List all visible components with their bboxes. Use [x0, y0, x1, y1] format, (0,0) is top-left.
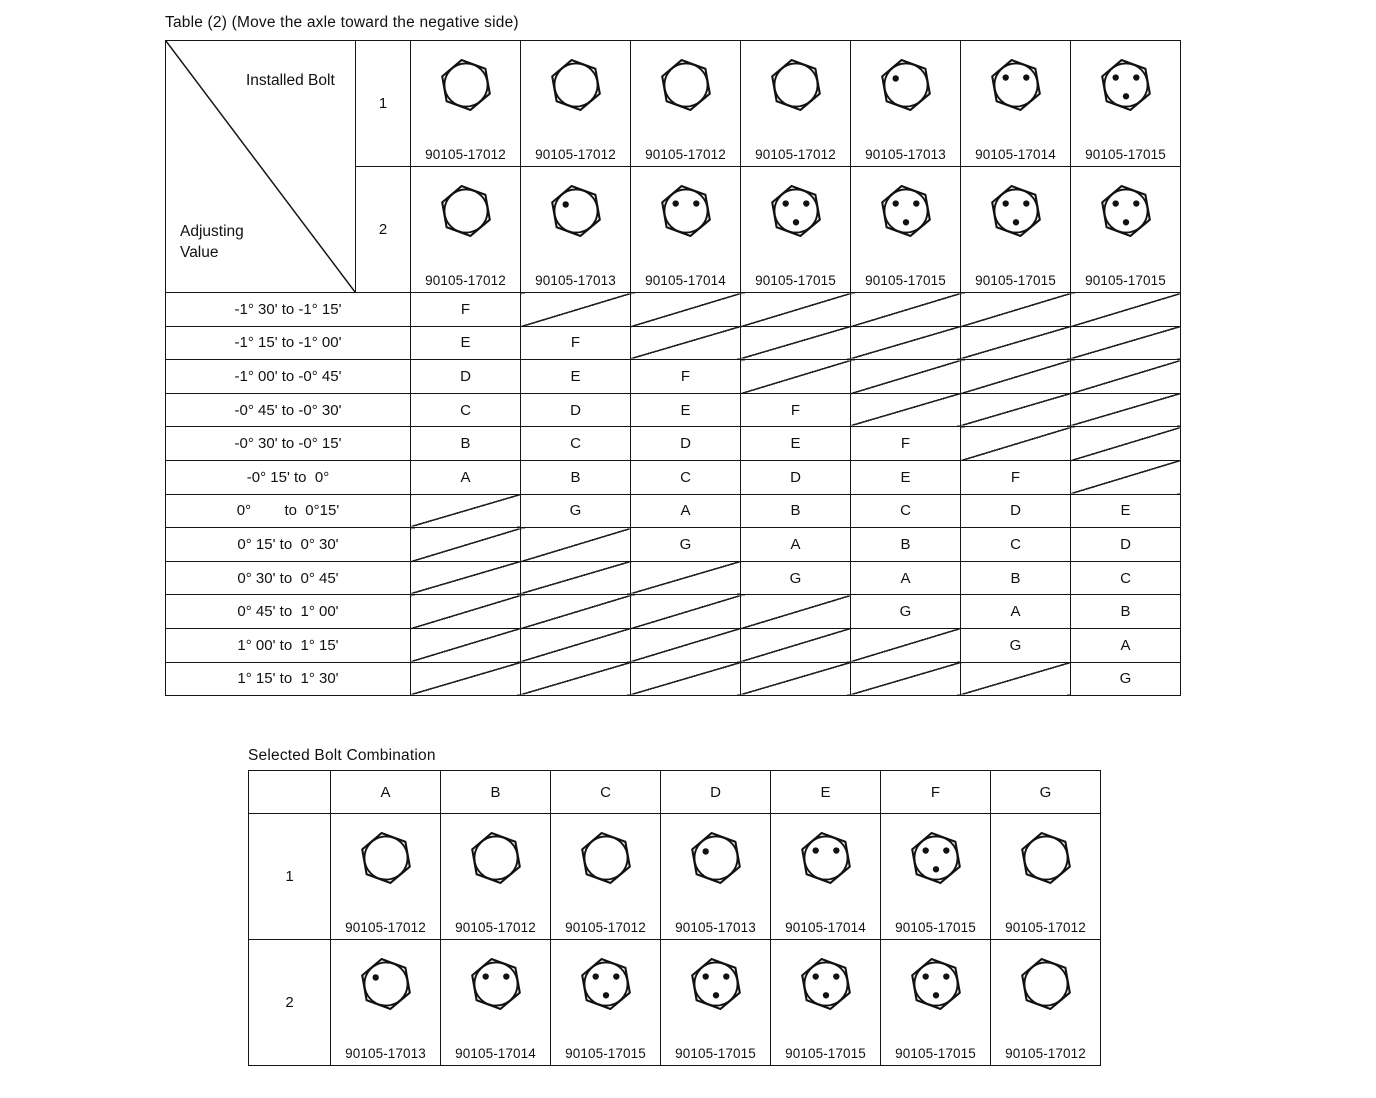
- part-number: 90105-17012: [1005, 1046, 1086, 1061]
- bolt-icon: [906, 828, 966, 888]
- adjusting-value-label: Adjusting Value: [180, 223, 244, 262]
- bolt-dot: [1122, 219, 1128, 225]
- combo-letter-cell: D: [411, 360, 521, 394]
- bolt-dot: [892, 200, 898, 206]
- adjust-row: [166, 528, 1181, 562]
- blocked-cell: [631, 595, 741, 629]
- bolt-cell: [1071, 41, 1181, 167]
- bolt-cell: [521, 41, 631, 167]
- combo-letter-cell: C: [1071, 561, 1181, 595]
- blocked-cell: [411, 662, 521, 696]
- selected-bolt-table: [248, 770, 1101, 1066]
- adjust-row: [166, 494, 1181, 528]
- selected-bolt-row: [249, 940, 1101, 1066]
- bolt-dot: [792, 219, 798, 225]
- blocked-cell: [851, 393, 961, 427]
- blocked-cell: [1071, 360, 1181, 394]
- combo-letter-cell: C: [631, 460, 741, 494]
- bolt-cell: [331, 814, 441, 940]
- bolt-dot: [602, 992, 608, 998]
- adjust-row: [166, 561, 1181, 595]
- combo-letter-cell: E: [741, 427, 851, 461]
- adjust-range-label: -1° 30' to -1° 15': [166, 293, 411, 327]
- bolt-cell: [771, 940, 881, 1066]
- blocked-cell: [631, 293, 741, 327]
- combo-letter-cell: E: [1071, 494, 1181, 528]
- adjust-row: [166, 460, 1181, 494]
- selected-bolt-row: [249, 814, 1101, 940]
- combo-column-header: F: [881, 771, 991, 814]
- bolt-row-number: 2: [249, 940, 331, 1066]
- blocked-cell: [521, 561, 631, 595]
- bolt-dot: [482, 973, 488, 979]
- bolt-dot: [1133, 74, 1139, 80]
- blocked-cell: [521, 628, 631, 662]
- combo-column-header: G: [991, 771, 1101, 814]
- part-number: 90105-17013: [345, 1046, 426, 1061]
- combo-letter-cell: G: [851, 595, 961, 629]
- bolt-cell: [851, 41, 961, 167]
- combo-letter-cell: G: [521, 494, 631, 528]
- blocked-cell: [961, 293, 1071, 327]
- bolt-dot: [1112, 200, 1118, 206]
- bolt-dot: [902, 219, 908, 225]
- combo-letter-cell: G: [741, 561, 851, 595]
- bolt-icon: [906, 954, 966, 1014]
- blocked-cell: [741, 628, 851, 662]
- bolt-cell: [1071, 167, 1181, 293]
- bolt-icon: [466, 954, 526, 1014]
- bolt-icon: [986, 55, 1046, 115]
- part-number: 90105-17012: [425, 273, 506, 288]
- bolt-cell: [991, 814, 1101, 940]
- bolt-dot: [812, 847, 818, 853]
- bolt-dot: [1112, 74, 1118, 80]
- part-number: 90105-17012: [455, 920, 536, 935]
- part-number: 90105-17012: [1005, 920, 1086, 935]
- bolt-dot: [922, 973, 928, 979]
- bolt-icon: [466, 828, 526, 888]
- combo-letter-cell: B: [851, 528, 961, 562]
- bolt-row-number: 2: [356, 167, 411, 293]
- combo-letter-cell: B: [411, 427, 521, 461]
- bolt-dot: [833, 973, 839, 979]
- part-number: 90105-17015: [565, 1046, 646, 1061]
- combo-letter-cell: G: [1071, 662, 1181, 696]
- part-number: 90105-17014: [785, 920, 866, 935]
- blocked-cell: [741, 293, 851, 327]
- part-number: 90105-17015: [865, 273, 946, 288]
- bolt-dot: [613, 973, 619, 979]
- blocked-cell: [411, 528, 521, 562]
- part-number: 90105-17014: [975, 147, 1056, 162]
- combo-letter-cell: E: [521, 360, 631, 394]
- bolt-cell: [961, 41, 1071, 167]
- combo-letter-cell: E: [631, 393, 741, 427]
- part-number: 90105-17015: [1085, 273, 1166, 288]
- combo-letter-cell: C: [961, 528, 1071, 562]
- part-number: 90105-17012: [755, 147, 836, 162]
- bolt-dot: [672, 200, 678, 206]
- table2-title: Table (2) (Move the axle toward the negative side): [165, 14, 519, 31]
- bolt-icon: [1016, 828, 1076, 888]
- bolt-dot: [503, 973, 509, 979]
- bolt-cell: [851, 167, 961, 293]
- combo-letter-cell: F: [411, 293, 521, 327]
- adjust-range-label: 0° 15' to 0° 30': [166, 528, 411, 562]
- part-number: 90105-17012: [645, 147, 726, 162]
- blocked-cell: [851, 662, 961, 696]
- combo-letter-cell: A: [631, 494, 741, 528]
- combo-letter-cell: B: [521, 460, 631, 494]
- bolt-cell: [741, 167, 851, 293]
- bolt-icon: [656, 55, 716, 115]
- bolt-icon: [356, 954, 416, 1014]
- bolt-cell: [771, 814, 881, 940]
- bolt-dot: [932, 866, 938, 872]
- blocked-cell: [851, 360, 961, 394]
- adjust-range-label: -0° 30' to -0° 15': [166, 427, 411, 461]
- combo-letter-cell: E: [411, 326, 521, 360]
- selected-combination-title: Selected Bolt Combination: [248, 747, 436, 764]
- part-number: 90105-17013: [865, 147, 946, 162]
- combo-letter-cell: F: [741, 393, 851, 427]
- adjust-range-label: 1° 15' to 1° 30': [166, 662, 411, 696]
- bolt-dot: [1023, 74, 1029, 80]
- blocked-cell: [961, 326, 1071, 360]
- part-number: 90105-17015: [895, 1046, 976, 1061]
- combo-letter-cell: D: [631, 427, 741, 461]
- blocked-cell: [851, 628, 961, 662]
- combo-letter-cell: F: [961, 460, 1071, 494]
- adjust-range-label: 0° to 0°15': [166, 494, 411, 528]
- bolt-icon: [436, 181, 496, 241]
- bolt-icon: [546, 55, 606, 115]
- combo-column-header: A: [331, 771, 441, 814]
- blocked-cell: [631, 628, 741, 662]
- adjust-row: [166, 628, 1181, 662]
- bolt-cell: [741, 41, 851, 167]
- blocked-cell: [741, 360, 851, 394]
- adjust-row: [166, 360, 1181, 394]
- bolt-row-number: 1: [356, 41, 411, 167]
- part-number: 90105-17015: [675, 1046, 756, 1061]
- adjust-row: [166, 595, 1181, 629]
- adjust-range-label: 0° 45' to 1° 00': [166, 595, 411, 629]
- blocked-cell: [631, 662, 741, 696]
- combo-letter-cell: A: [961, 595, 1071, 629]
- bolt-icon: [686, 828, 746, 888]
- blocked-cell: [1071, 293, 1181, 327]
- bolt-icon: [796, 828, 856, 888]
- bolt-dot: [712, 992, 718, 998]
- combo-letter-cell: G: [961, 628, 1071, 662]
- blocked-cell: [411, 494, 521, 528]
- part-number: 90105-17014: [645, 273, 726, 288]
- adjust-row: [166, 662, 1181, 696]
- bolt-dot: [782, 200, 788, 206]
- blank-corner-cell: [249, 771, 331, 814]
- combo-column-header: C: [551, 771, 661, 814]
- bolt-cell: [441, 940, 551, 1066]
- bolt-icon: [546, 181, 606, 241]
- bolt-cell: [631, 41, 741, 167]
- blocked-cell: [741, 662, 851, 696]
- bolt-dot: [812, 973, 818, 979]
- bolt-icon: [656, 181, 716, 241]
- bolt-icon: [876, 55, 936, 115]
- adjust-row: [166, 393, 1181, 427]
- bolt-icon: [1016, 954, 1076, 1014]
- blocked-cell: [851, 293, 961, 327]
- blocked-cell: [961, 393, 1071, 427]
- combo-letter-cell: D: [521, 393, 631, 427]
- combo-letter-cell: F: [631, 360, 741, 394]
- blocked-cell: [1071, 326, 1181, 360]
- bolt-dot: [913, 200, 919, 206]
- combo-letter-cell: C: [411, 393, 521, 427]
- part-number: 90105-17012: [535, 147, 616, 162]
- bolt-icon: [766, 181, 826, 241]
- bolt-dot: [943, 973, 949, 979]
- part-number: 90105-17015: [895, 920, 976, 935]
- bolt-dot: [592, 973, 598, 979]
- bolt-cell: [551, 814, 661, 940]
- combo-column-header: D: [661, 771, 771, 814]
- selected-header-row: [249, 771, 1101, 814]
- bolt-icon: [436, 55, 496, 115]
- bolt-icon: [356, 828, 416, 888]
- bolt-icon: [686, 954, 746, 1014]
- adjust-range-label: -0° 15' to 0°: [166, 460, 411, 494]
- bolt-dot: [702, 848, 708, 854]
- blocked-cell: [521, 528, 631, 562]
- adjust-range-label: -1° 00' to -0° 45': [166, 360, 411, 394]
- bolt-dot: [803, 200, 809, 206]
- bolt-cell: [521, 167, 631, 293]
- installed-bolt-row: [166, 41, 1181, 167]
- combo-letter-cell: G: [631, 528, 741, 562]
- bolt-cell: [991, 940, 1101, 1066]
- bolt-dot: [943, 847, 949, 853]
- bolt-icon: [766, 55, 826, 115]
- combo-letter-cell: B: [741, 494, 851, 528]
- bolt-cell: [881, 940, 991, 1066]
- part-number: 90105-17012: [565, 920, 646, 935]
- bolt-cell: [881, 814, 991, 940]
- bolt-dot: [922, 847, 928, 853]
- bolt-dot: [562, 201, 568, 207]
- adjust-range-label: 1° 00' to 1° 15': [166, 628, 411, 662]
- bolt-dot: [693, 200, 699, 206]
- blocked-cell: [631, 561, 741, 595]
- part-number: 90105-17014: [455, 1046, 536, 1061]
- combo-letter-cell: D: [961, 494, 1071, 528]
- bolt-dot: [822, 992, 828, 998]
- bolt-dot: [932, 992, 938, 998]
- blocked-cell: [1071, 427, 1181, 461]
- blocked-cell: [961, 360, 1071, 394]
- blocked-cell: [521, 595, 631, 629]
- bolt-cell: [661, 814, 771, 940]
- bolt-dot: [1002, 74, 1008, 80]
- bolt-row-number: 1: [249, 814, 331, 940]
- combo-letter-cell: B: [961, 561, 1071, 595]
- bolt-icon: [1096, 181, 1156, 241]
- part-number: 90105-17015: [785, 1046, 866, 1061]
- combo-letter-cell: C: [851, 494, 961, 528]
- combo-letter-cell: A: [851, 561, 961, 595]
- part-number: 90105-17013: [675, 920, 756, 935]
- combo-letter-cell: A: [411, 460, 521, 494]
- blocked-cell: [1071, 460, 1181, 494]
- combo-letter-cell: F: [521, 326, 631, 360]
- bolt-dot: [1023, 200, 1029, 206]
- combo-letter-cell: C: [521, 427, 631, 461]
- part-number: 90105-17013: [535, 273, 616, 288]
- adjust-range-label: -1° 15' to -1° 00': [166, 326, 411, 360]
- bolt-dot: [1012, 219, 1018, 225]
- bolt-cell: [661, 940, 771, 1066]
- bolt-icon: [876, 181, 936, 241]
- adjust-range-label: 0° 30' to 0° 45': [166, 561, 411, 595]
- bolt-icon: [576, 954, 636, 1014]
- adjusting-value-table: [165, 40, 1181, 696]
- adjust-row: [166, 427, 1181, 461]
- bolt-icon: [796, 954, 856, 1014]
- bolt-dot: [1133, 200, 1139, 206]
- part-number: 90105-17012: [425, 147, 506, 162]
- bolt-cell: [631, 167, 741, 293]
- bolt-icon: [1096, 55, 1156, 115]
- bolt-dot: [833, 847, 839, 853]
- bolt-cell: [551, 940, 661, 1066]
- bolt-cell: [411, 41, 521, 167]
- bolt-dot: [892, 75, 898, 81]
- corner-cell: [166, 41, 356, 293]
- part-number: 90105-17015: [755, 273, 836, 288]
- blocked-cell: [741, 326, 851, 360]
- blocked-cell: [411, 561, 521, 595]
- combo-column-header: B: [441, 771, 551, 814]
- blocked-cell: [1071, 393, 1181, 427]
- bolt-cell: [441, 814, 551, 940]
- bolt-dot: [702, 973, 708, 979]
- adjust-range-label: -0° 45' to -0° 30': [166, 393, 411, 427]
- bolt-cell: [411, 167, 521, 293]
- blocked-cell: [521, 662, 631, 696]
- blocked-cell: [411, 595, 521, 629]
- combo-letter-cell: D: [741, 460, 851, 494]
- combo-letter-cell: F: [851, 427, 961, 461]
- combo-letter-cell: A: [1071, 628, 1181, 662]
- bolt-icon: [986, 181, 1046, 241]
- blocked-cell: [741, 595, 851, 629]
- combo-column-header: E: [771, 771, 881, 814]
- blocked-cell: [521, 293, 631, 327]
- part-number: 90105-17015: [975, 273, 1056, 288]
- part-number: 90105-17015: [1085, 147, 1166, 162]
- blocked-cell: [961, 427, 1071, 461]
- bolt-dot: [1002, 200, 1008, 206]
- bolt-dot: [723, 973, 729, 979]
- adjust-row: [166, 293, 1181, 327]
- bolt-icon: [576, 828, 636, 888]
- bolt-cell: [961, 167, 1071, 293]
- part-number: 90105-17012: [345, 920, 426, 935]
- combo-letter-cell: E: [851, 460, 961, 494]
- combo-letter-cell: A: [741, 528, 851, 562]
- bolt-dot: [372, 974, 378, 980]
- bolt-cell: [331, 940, 441, 1066]
- blocked-cell: [961, 662, 1071, 696]
- bolt-dot: [1122, 93, 1128, 99]
- installed-bolt-label: Installed Bolt: [246, 72, 335, 89]
- blocked-cell: [411, 628, 521, 662]
- combo-letter-cell: D: [1071, 528, 1181, 562]
- blocked-cell: [851, 326, 961, 360]
- blocked-cell: [631, 326, 741, 360]
- adjust-row: [166, 326, 1181, 360]
- combo-letter-cell: B: [1071, 595, 1181, 629]
